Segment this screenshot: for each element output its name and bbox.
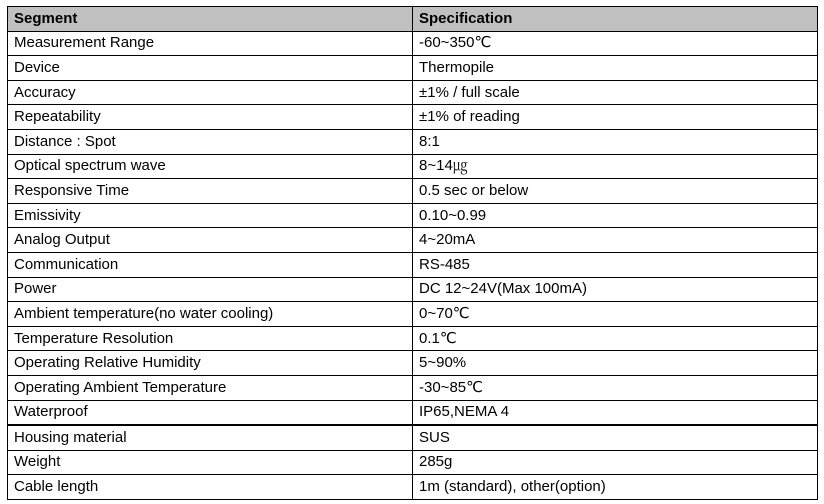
- table-row: [8, 475, 818, 500]
- segment-cell: Weight: [8, 450, 413, 475]
- table-row: [8, 351, 818, 376]
- specification-cell: Thermopile: [413, 56, 818, 81]
- segment-cell: Waterproof: [8, 400, 413, 425]
- table-row: [8, 326, 818, 351]
- specification-cell: ±1% of reading: [413, 105, 818, 130]
- header-specification: Specification: [413, 7, 818, 32]
- table-row: [8, 400, 818, 425]
- specification-cell: SUS: [413, 425, 818, 450]
- specification-cell: -30~85℃: [413, 375, 818, 400]
- specification-cell: IP65,NEMA 4: [413, 400, 818, 425]
- header-segment: Segment: [8, 7, 413, 32]
- table-row: [8, 31, 818, 56]
- specification-table: [7, 6, 818, 500]
- specification-cell: 0.1℃: [413, 326, 818, 351]
- table-row: [8, 179, 818, 204]
- specification-cell: 1m (standard), other(option): [413, 475, 818, 500]
- segment-cell: Cable length: [8, 475, 413, 500]
- table-row: [8, 375, 818, 400]
- specification-cell: 0~70℃: [413, 302, 818, 327]
- segment-cell: Operating Ambient Temperature: [8, 375, 413, 400]
- segment-cell: Housing material: [8, 425, 413, 450]
- segment-cell: Optical spectrum wave: [8, 154, 413, 179]
- specification-cell: 8~14㎍: [413, 154, 818, 179]
- table-row: [8, 105, 818, 130]
- specification-cell: -60~350℃: [413, 31, 818, 56]
- table-row: [8, 56, 818, 81]
- specification-cell: 5~90%: [413, 351, 818, 376]
- segment-cell: Device: [8, 56, 413, 81]
- table-row: [8, 302, 818, 327]
- table-row: [8, 203, 818, 228]
- table-row: [8, 252, 818, 277]
- segment-cell: Repeatability: [8, 105, 413, 130]
- segment-cell: Operating Relative Humidity: [8, 351, 413, 376]
- segment-cell: Temperature Resolution: [8, 326, 413, 351]
- specification-cell: DC 12~24V(Max 100mA): [413, 277, 818, 302]
- segment-cell: Communication: [8, 252, 413, 277]
- table-row: [8, 154, 818, 179]
- specification-cell: ±1% / full scale: [413, 80, 818, 105]
- segment-cell: Ambient temperature(no water cooling): [8, 302, 413, 327]
- segment-cell: Analog Output: [8, 228, 413, 253]
- table-row: [8, 80, 818, 105]
- table-row: [8, 277, 818, 302]
- specification-cell: RS-485: [413, 252, 818, 277]
- specification-cell: 0.5 sec or below: [413, 179, 818, 204]
- table-row: [8, 450, 818, 475]
- table-row: [8, 425, 818, 450]
- specification-cell: 8:1: [413, 129, 818, 154]
- segment-cell: Measurement Range: [8, 31, 413, 56]
- segment-cell: Power: [8, 277, 413, 302]
- segment-cell: Emissivity: [8, 203, 413, 228]
- table-row: [8, 129, 818, 154]
- specification-cell: 0.10~0.99: [413, 203, 818, 228]
- segment-cell: Accuracy: [8, 80, 413, 105]
- segment-cell: Distance : Spot: [8, 129, 413, 154]
- specification-cell: 4~20mA: [413, 228, 818, 253]
- segment-cell: Responsive Time: [8, 179, 413, 204]
- table-header-row: [8, 7, 818, 32]
- specification-cell: 285g: [413, 450, 818, 475]
- table-row: [8, 228, 818, 253]
